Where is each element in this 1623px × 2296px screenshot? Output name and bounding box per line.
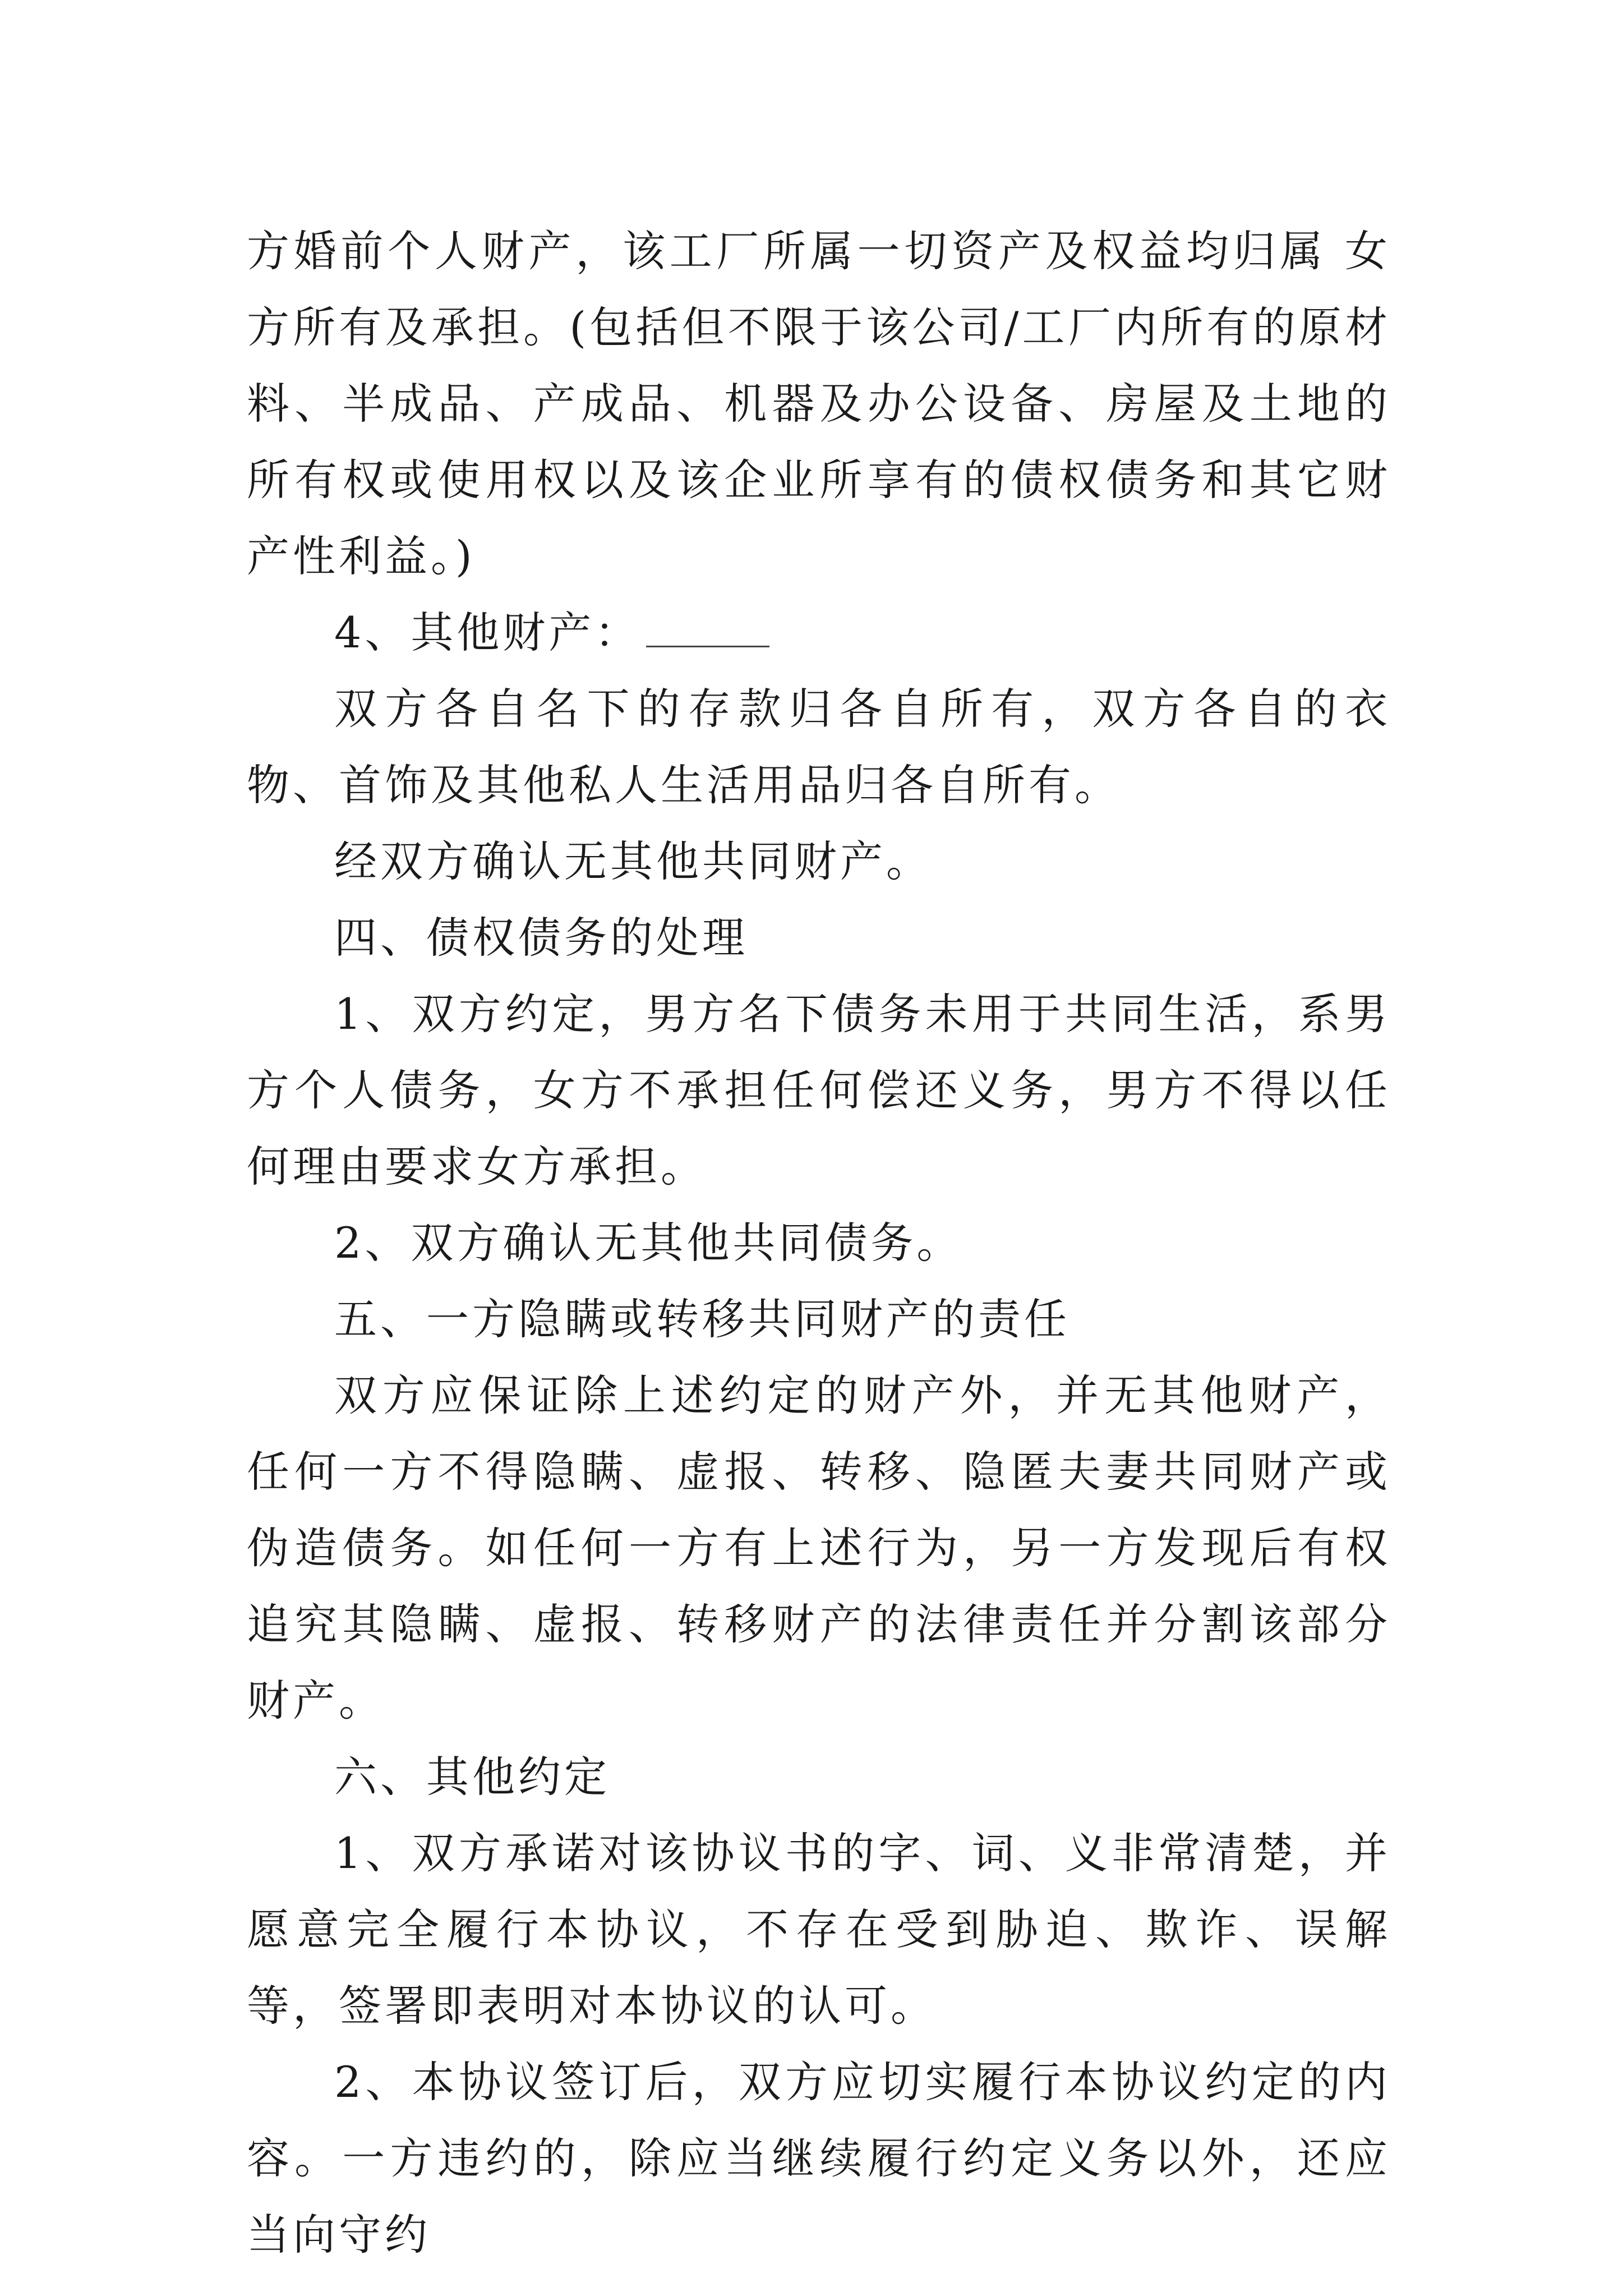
- paragraph-12: 2、本协议签订后，双方应切实履行本协议约定的内容。一方违约的，除应当继续履行约定义务以外，还应当向守约: [247, 2057, 1391, 2260]
- paragraph-7: 2、双方确认无其他共同债务。: [334, 1218, 963, 1268]
- paragraph-11: 1、双方承诺对该协议书的字、词、义非常清楚，并愿意完全履行本协议，不存在受到胁迫、欺诈、误解等，签署即表明对本协议的认可。: [247, 1828, 1391, 2031]
- section-heading-6: 六、其他约定: [334, 1752, 610, 1802]
- paragraph-9: 双方应保证除上述约定的财产外，并无其他财产，任何一方不得隐瞒、虚报、转移、隐匿夫妻共同财产或伪造债务。如任何一方有上述行为，另一方发现后有权追究其隐瞒、虚报、转移财产的法律责任并分割该部分财产。: [247, 1370, 1391, 1726]
- paragraph-2: [247, 595, 1391, 671]
- section-heading-4: 四、债权债务的处理: [334, 913, 748, 963]
- paragraph-4: 经双方确认无其他共同财产。: [334, 836, 932, 886]
- fill-in-blank: [646, 612, 769, 647]
- paragraph-1: 方婚前个人财产，该工厂所属一切资产及权益均归属 女 方所有及承担。(包括但不限于该公司/工厂内所有的原材料、半成品、产成品、机器及办公设备、房屋及土地的所有权或使用权以及该企业所享有的债权债务和其它财产性利益。): [247, 226, 1391, 581]
- paragraph-3: 双方各自名下的存款归各自所有，双方各自的衣物、首饰及其他私人生活用品归各自所有。: [247, 684, 1391, 810]
- paragraph-6: 1、双方约定，男方名下债务未用于共同生活，系男方个人债务，女方不承担任何偿还义务，男方不得以任何理由要求女方承担。: [247, 989, 1391, 1191]
- paragraph-2-text: 4、其他财产：: [334, 608, 641, 657]
- document-body: [247, 213, 1391, 2273]
- section-heading-5: 五、一方隐瞒或转移共同财产的责任: [334, 1294, 1070, 1344]
